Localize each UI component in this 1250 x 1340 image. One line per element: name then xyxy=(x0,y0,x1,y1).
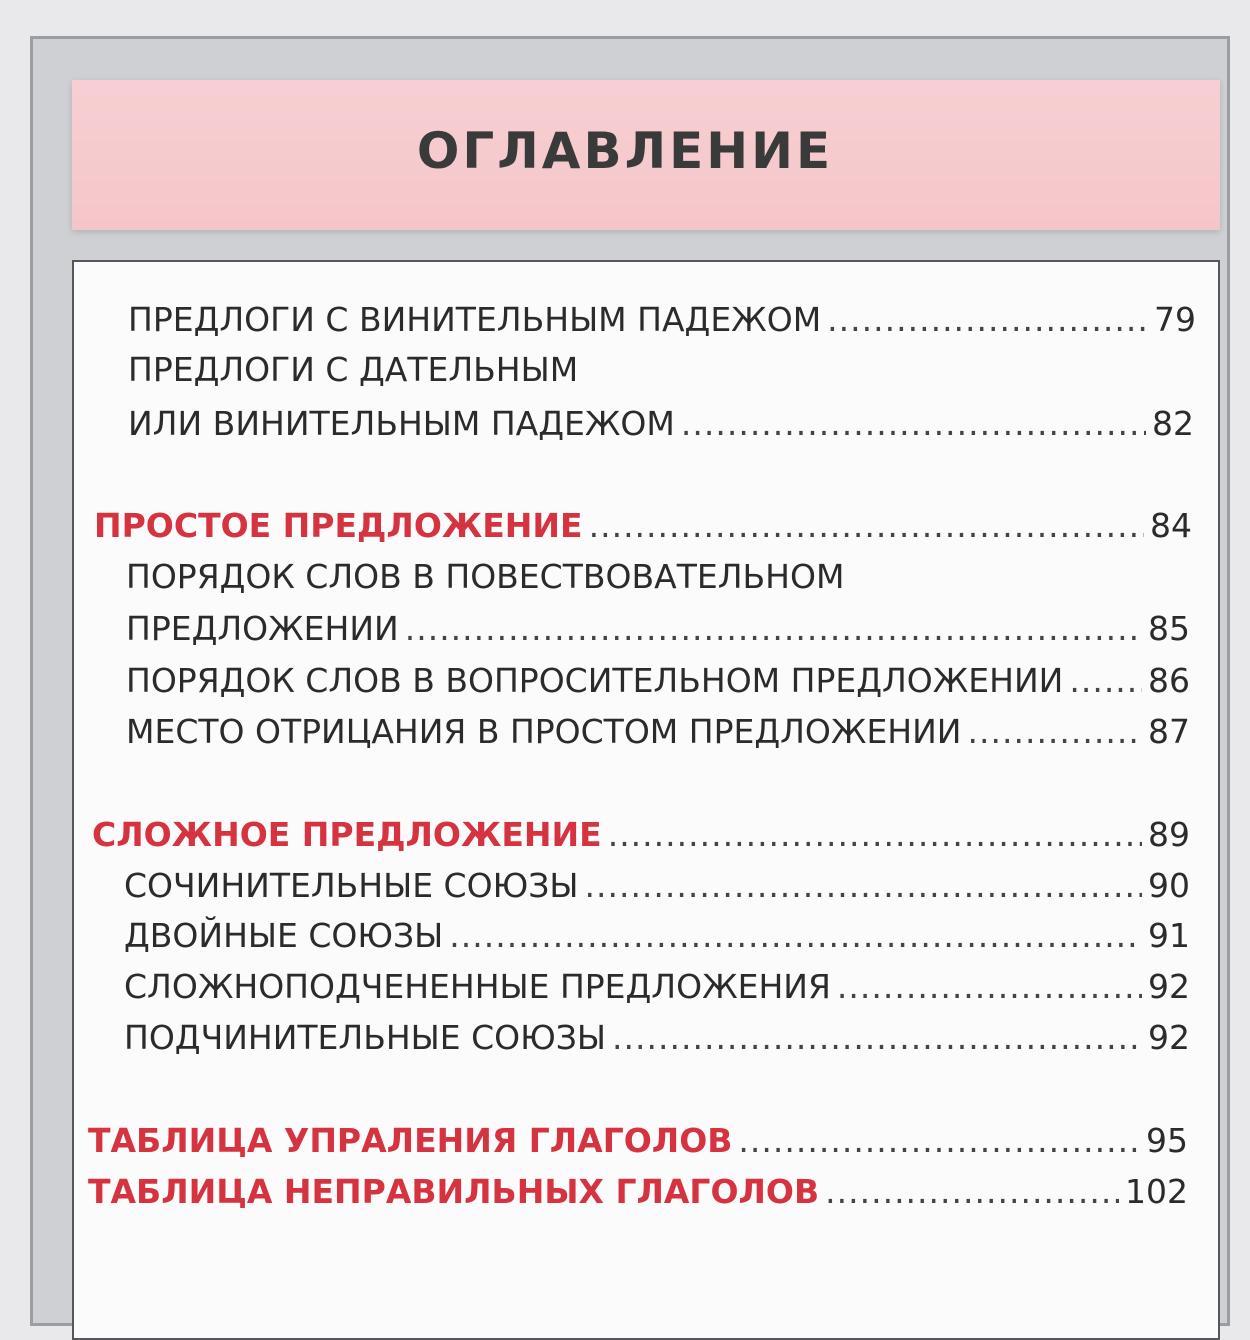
leader-dots xyxy=(584,866,1142,905)
toc-entry-page: 87 xyxy=(1148,712,1190,751)
leader-dots xyxy=(589,506,1144,545)
toc-entry[interactable] xyxy=(124,866,1190,905)
leader-dots xyxy=(1069,661,1142,700)
leader-dots xyxy=(608,815,1142,854)
toc-entry-label: ПОДЧИНИТЕЛЬНЫЕ СОЮЗЫ xyxy=(124,1018,607,1057)
toc-entry-label: ПРОСТОЕ ПРЕДЛОЖЕНИЕ xyxy=(94,506,583,545)
toc-entry-label: ТАБЛИЦА УПРАЛЕНИЯ ГЛАГОЛОВ xyxy=(88,1121,733,1160)
toc-section-heading[interactable] xyxy=(88,1172,1188,1211)
page-title: ОГЛАВЛЕНИЕ xyxy=(416,122,834,180)
toc-entry-page: 90 xyxy=(1148,866,1190,905)
toc-entry-page: 82 xyxy=(1152,404,1194,443)
toc-entry-page: 102 xyxy=(1125,1172,1188,1211)
toc-entry-label: ДВОЙНЫЕ СОЮЗЫ xyxy=(124,916,444,955)
toc-section-heading[interactable] xyxy=(92,815,1190,854)
toc-entry-label: СОЧИНИТЕЛЬНЫЕ СОЮЗЫ xyxy=(124,866,579,905)
toc-entry[interactable] xyxy=(124,1018,1190,1057)
toc-entry-page: 95 xyxy=(1146,1121,1188,1160)
toc-entry-label: СЛОЖНОПОДЧЕНЕННЫЕ ПРЕДЛОЖЕНИЯ xyxy=(124,967,831,1006)
leader-dots xyxy=(405,609,1142,648)
toc-entry[interactable] xyxy=(126,609,1190,648)
leader-dots xyxy=(837,967,1142,1006)
toc-section-heading[interactable] xyxy=(88,1121,1188,1160)
leader-dots xyxy=(825,1172,1119,1211)
toc-entry[interactable] xyxy=(126,712,1190,751)
toc-entry[interactable] xyxy=(126,661,1190,700)
leader-dots xyxy=(968,712,1143,751)
toc-entry-label: ИЛИ ВИНИТЕЛЬНЫМ ПАДЕЖОМ xyxy=(128,404,675,443)
toc-entry-label: ПРЕДЛОЖЕНИИ xyxy=(126,609,399,648)
toc-entry-label: ПОРЯДОК СЛОВ В ВОПРОСИТЕЛЬНОМ ПРЕДЛОЖЕНИИ xyxy=(126,661,1064,700)
toc-entry-page: 92 xyxy=(1148,967,1190,1006)
toc-entry[interactable] xyxy=(128,404,1194,443)
toc-entry-label: МЕСТО ОТРИЦАНИЯ В ПРОСТОМ ПРЕДЛОЖЕНИИ xyxy=(126,712,962,751)
toc-entry-page: 85 xyxy=(1148,609,1190,648)
leader-dots xyxy=(827,300,1148,339)
toc-entry-page: 79 xyxy=(1154,300,1196,339)
toc-entry-page: 92 xyxy=(1148,1018,1190,1057)
toc-entry-page: 86 xyxy=(1148,661,1190,700)
toc-entry-label: ПРЕДЛОГИ С ВИНИТЕЛЬНЫМ ПАДЕЖОМ xyxy=(128,300,822,339)
leader-dots xyxy=(612,1018,1142,1057)
leader-dots xyxy=(681,404,1146,443)
leader-dots xyxy=(738,1121,1140,1160)
toc-entry-page: 84 xyxy=(1150,506,1192,545)
toc-entry-label-line1: ПОРЯДОК СЛОВ В ПОВЕСТВОВАТЕЛЬНОМ xyxy=(126,557,845,596)
toc-entry[interactable] xyxy=(124,967,1190,1006)
toc-entry-label: СЛОЖНОЕ ПРЕДЛОЖЕНИЕ xyxy=(92,815,602,854)
toc-entry-page: 89 xyxy=(1148,815,1190,854)
toc-entry-label: ТАБЛИЦА НЕПРАВИЛЬНЫХ ГЛАГОЛОВ xyxy=(88,1172,820,1211)
toc-entry[interactable] xyxy=(128,300,1196,339)
toc-entry[interactable] xyxy=(124,916,1190,955)
toc-entry-label-line1: ПРЕДЛОГИ С ДАТЕЛЬНЫМ xyxy=(128,350,579,389)
leader-dots xyxy=(449,916,1142,955)
toc-entry-page: 91 xyxy=(1148,916,1190,955)
toc-section-heading[interactable] xyxy=(94,506,1192,545)
